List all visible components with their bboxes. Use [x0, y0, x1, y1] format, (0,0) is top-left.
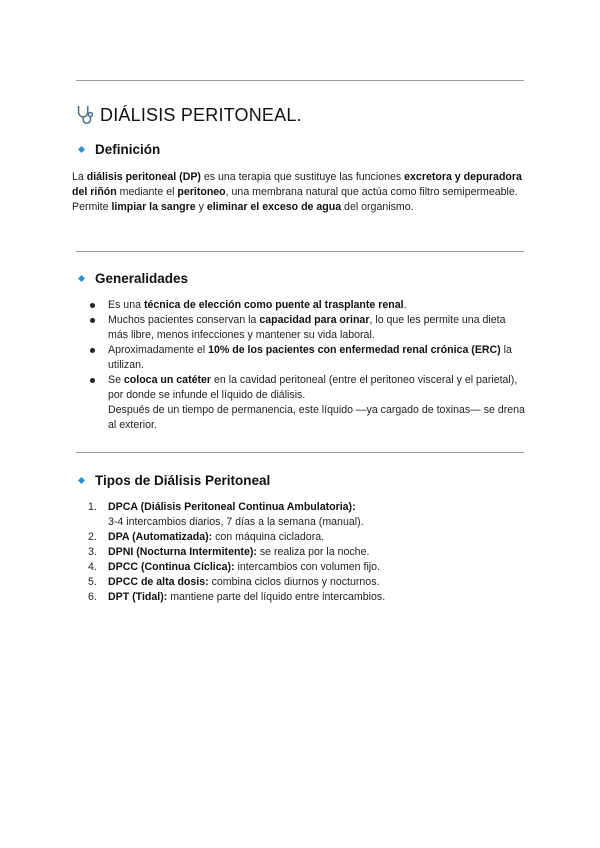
- horizontal-divider: [76, 452, 524, 453]
- section-heading-tipos: [78, 473, 270, 488]
- section-heading-label: Definición: [95, 142, 161, 157]
- list-item: Muchos pacientes conservan la capacidad para orinar, lo que les permite una dieta más libre, menos infecciones y mantener su vida laboral.: [88, 313, 528, 343]
- list-item: 6. DPT (Tidal): mantiene parte del líquido entre intercambios.: [88, 591, 386, 603]
- horizontal-divider: [76, 251, 524, 252]
- bullet-dot-icon: [90, 303, 95, 308]
- list-item: 2. DPA (Automatizada): con máquina cicladora.: [88, 531, 325, 543]
- section-heading-label: Generalidades: [95, 271, 189, 286]
- list-item: Se coloca un catéter en la cavidad peritoneal (entre el peritoneo visceral y el parietal), por donde se infunde el líquido de diálisis. Después de un tiempo de permanencia, este líquido —ya cargado de toxinas— se drena al exterior.: [88, 373, 528, 433]
- bullet-dot-icon: [90, 378, 95, 383]
- horizontal-divider: [76, 80, 524, 81]
- stethoscope-icon: [74, 104, 96, 126]
- diamond-bullet-icon: [78, 146, 85, 153]
- list-item: Es una técnica de elección como puente al trasplante renal.: [88, 298, 528, 313]
- bullet-dot-icon: [90, 348, 95, 353]
- generalidades-list: [88, 298, 528, 433]
- list-item: 5. DPCC de alta dosis: combina ciclos diurnos y nocturnos.: [88, 576, 380, 588]
- diamond-bullet-icon: [78, 477, 85, 484]
- section-heading-label: Tipos de Diálisis Peritoneal: [95, 473, 271, 488]
- list-item: 1. DPCA (Diálisis Peritoneal Continua Ambulatoria): 3-4 intercambios diarios, 7 días a la semana (manual).: [88, 501, 364, 528]
- list-item: 3. DPNI (Nocturna Intermitente): se realiza por la noche.: [88, 546, 370, 558]
- bullet-dot-icon: [90, 318, 95, 323]
- definition-paragraph: [72, 170, 528, 215]
- section-heading-generalidades: [78, 271, 188, 286]
- definition-line-2: Permite limpiar la sangre y eliminar el exceso de agua del organismo.: [72, 201, 414, 213]
- title-text: DIÁLISIS PERITONEAL.: [100, 104, 302, 125]
- definition-line-1: La diálisis peritoneal (DP) es una terapia que sustituye las funciones excretora y depuradora del riñón mediante el peritoneo, una membrana natural que actúa como filtro semipermeable.: [72, 171, 522, 198]
- list-item: Aproximadamente el 10% de los pacientes con enfermedad renal crónica (ERC) la utilizan.: [88, 343, 528, 373]
- page-title: [74, 104, 302, 126]
- tipos-list: [88, 500, 528, 605]
- section-heading-definicion: [78, 142, 160, 157]
- diamond-bullet-icon: [78, 275, 85, 282]
- list-item: 4. DPCC (Continua Cíclica): intercambios con volumen fijo.: [88, 561, 380, 573]
